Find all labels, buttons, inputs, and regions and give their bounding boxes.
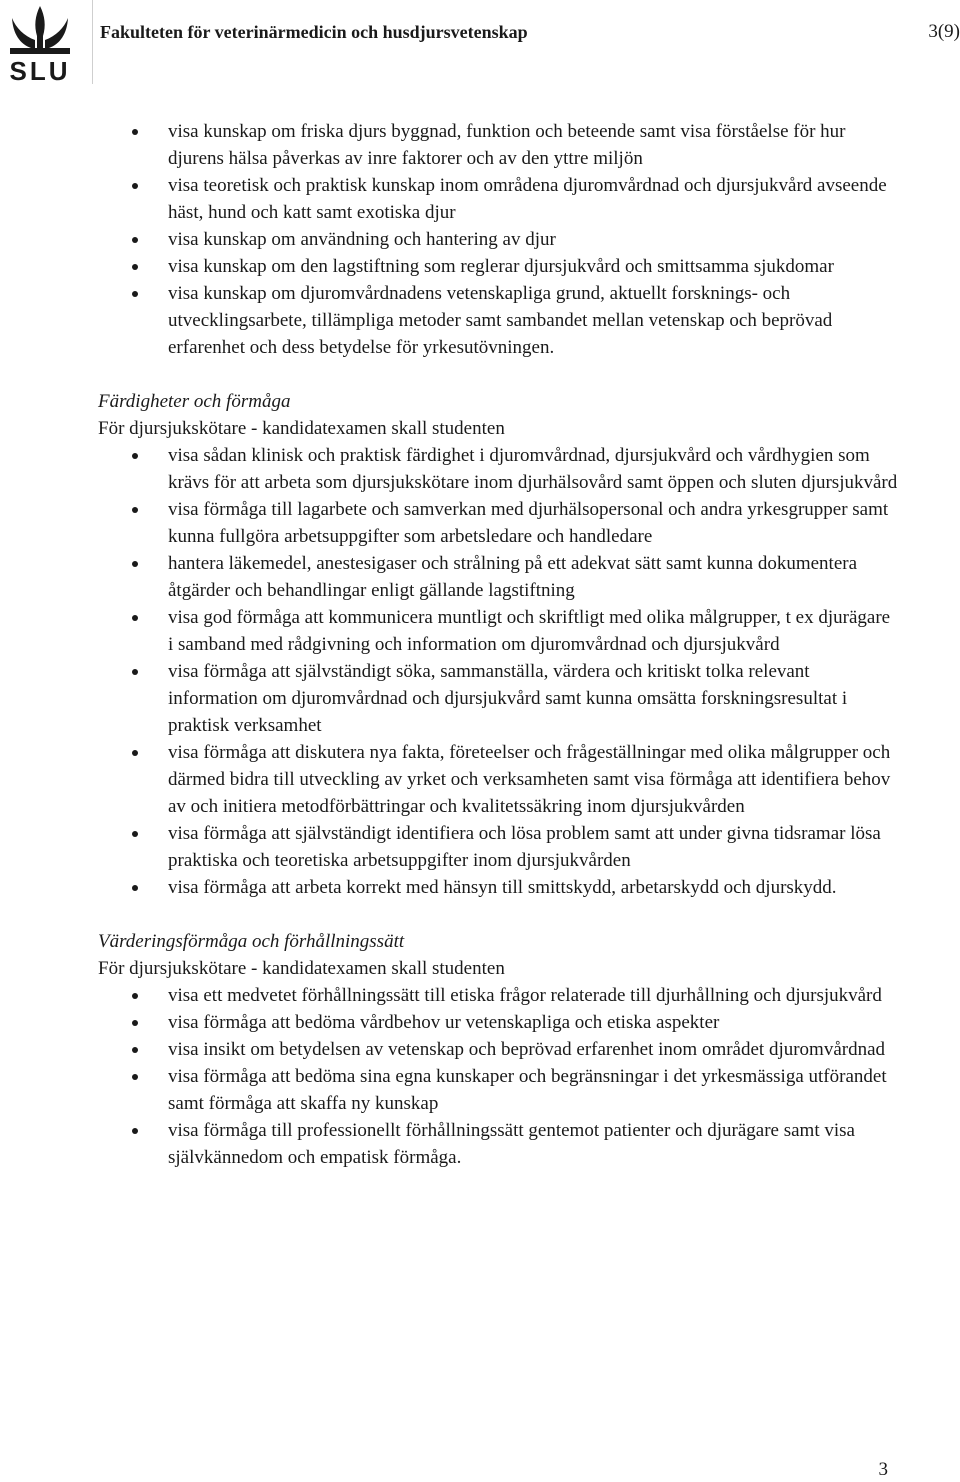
list-item: visa kunskap om den lagstiftning som reglerar djursjukvård och smittsamma sjukdomar (98, 253, 898, 280)
skills-list (98, 442, 898, 901)
header-divider (92, 0, 93, 84)
page-count: 3(9) (928, 21, 960, 42)
list-item: visa förmåga till professionellt förhållningssätt gentemot patienter och djurägare samt visa självkännedom och empatisk förmåga. (98, 1117, 898, 1171)
list-item: hantera läkemedel, anestesigaser och strålning på ett adekvat sätt samt kunna dokumentera åtgärder och behandlingar enligt gällande lagstiftning (98, 550, 898, 604)
slu-emblem-icon (4, 4, 76, 58)
list-item: visa förmåga att bedöma vårdbehov ur vetenskapliga och etiska aspekter (98, 1009, 898, 1036)
section-gap (98, 361, 898, 388)
list-item: visa förmåga att diskutera nya fakta, företeelser och frågeställningar med olika målgrupper och därmed bidra till utveckling av yrket och verksamheten samt visa förmåga att identifiera behov av och initiera metodförbättringar och kvalitetssäkring inom djursjukvården (98, 739, 898, 820)
list-item: visa förmåga till lagarbete och samverkan med djurhälsopersonal och andra yrkesgrupper samt kunna fullgöra arbetsuppgifter som arbetsledare och handledare (98, 496, 898, 550)
list-item: visa kunskap om friska djurs byggnad, funktion och beteende samt visa förståelse för hur djurens hälsa påverkas av inre faktorer och av den yttre miljön (98, 118, 898, 172)
list-item: visa förmåga att bedöma sina egna kunskaper och begränsningar i det yrkesmässiga utförandet samt förmåga att skaffa ny kunskap (98, 1063, 898, 1117)
list-item: visa förmåga att självständigt identifiera och lösa problem samt att under givna tidsramar lösa praktiska och teoretiska arbetsuppgifter inom djursjukvården (98, 820, 898, 874)
list-item: visa kunskap om djuromvårdnadens vetenskapliga grund, aktuellt forsknings- och utvecklingsarbete, tillämpliga metoder samt sambandet mellan vetenskap och beprövad erfarenhet och dess betydelse för yrkesutövningen. (98, 280, 898, 361)
list-item: visa ett medvetet förhållningssätt till etiska frågor relaterade till djurhållning och djursjukvård (98, 982, 898, 1009)
list-item: visa teoretisk och praktisk kunskap inom områdena djuromvårdnad och djursjukvård avseende häst, hund och katt samt exotiska djur (98, 172, 898, 226)
list-item: visa förmåga att arbeta korrekt med hänsyn till smittskydd, arbetarskydd och djurskydd. (98, 874, 898, 901)
document-body (98, 118, 898, 1171)
logo-text: SLU (9, 56, 71, 86)
faculty-title: Fakulteten för veterinärmedicin och husdjursvetenskap (100, 22, 528, 42)
page-header (0, 0, 960, 90)
values-intro: För djursjukskötare - kandidatexamen skall studenten (98, 958, 505, 979)
skills-intro: För djursjukskötare - kandidatexamen skall studenten (98, 418, 505, 439)
values-heading: Värderingsförmåga och förhållningssätt (98, 931, 405, 952)
list-item: visa kunskap om användning och hantering av djur (98, 226, 898, 253)
section-gap (98, 901, 898, 928)
knowledge-list (98, 118, 898, 361)
list-item: visa förmåga att självständigt söka, sammanställa, värdera och kritiskt tolka relevant information om djuromvårdnad och djursjukvård samt kunna omsätta forskningsresultat i praktisk verksamhet (98, 658, 898, 739)
values-list (98, 982, 898, 1171)
list-item: visa insikt om betydelsen av vetenskap och beprövad erfarenhet inom området djuromvårdnad (98, 1036, 898, 1063)
list-item: visa sådan klinisk och praktisk färdighet i djuromvårdnad, djursjukvård och vårdhygien som krävs för att arbeta som djursjukskötare inom djurhälsovård samt öppen och sluten djursjukvård (98, 442, 898, 496)
skills-heading: Färdigheter och förmåga (98, 391, 291, 412)
page-number: 3 (878, 1459, 888, 1480)
list-item: visa god förmåga att kommunicera muntligt och skriftligt med olika målgrupper, t ex djurägare i samband med rådgivning och information om djuromvårdnad och djursjukvård (98, 604, 898, 658)
slu-logo (4, 4, 76, 84)
